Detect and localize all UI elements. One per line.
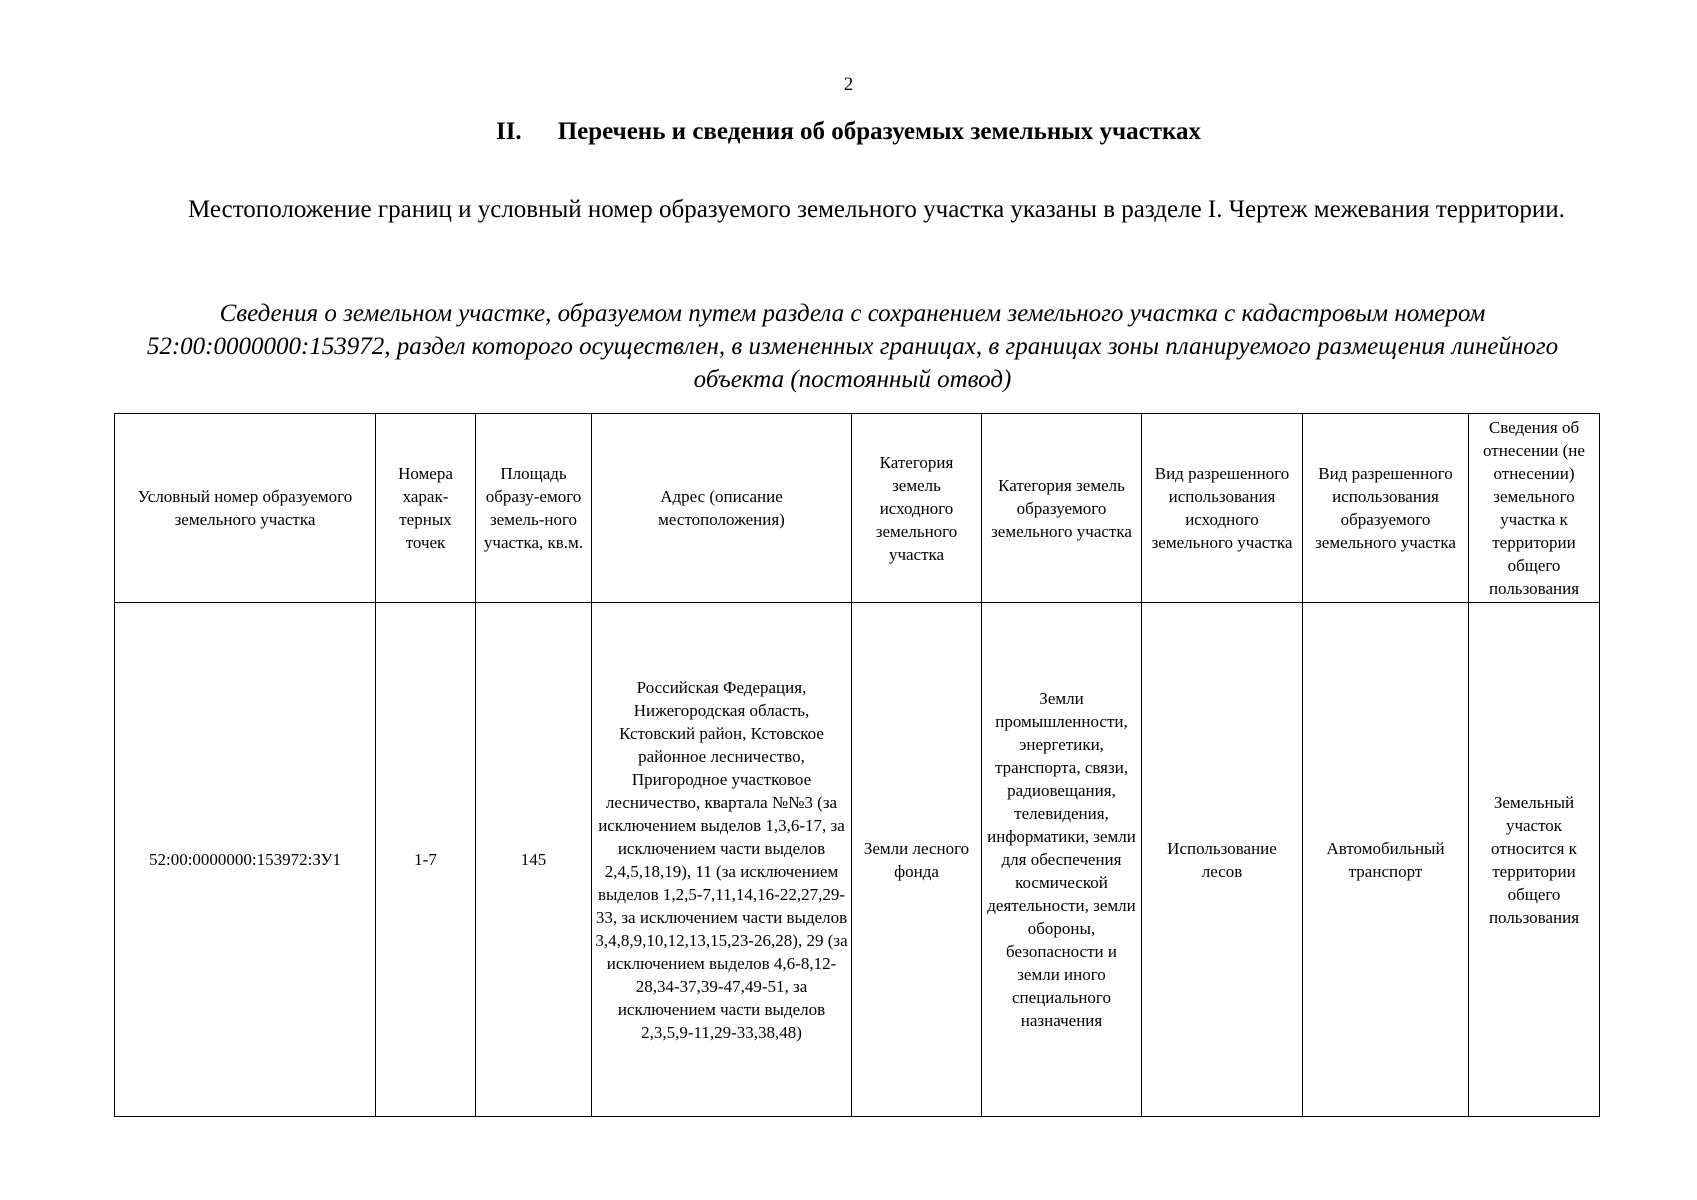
cell-address: Российская Федерация, Нижегородская область, Кстовский район, Кстовское районное лесничество, Пригородное участковое лесничество, квартала №№3 (за исключением выделов 1,3,6-17, за исключением части выделов 2,4,5,18,19), 11 (за исключением выделов 1,2,5-7,11,14,16-22,27,29-33, за исключением части выделов 3,4,8,9,10,12,13,15,23-26,28), 29 (за исключением выделов 4,6-8,12-28,34-37,39-47,49-51, за исключением части выделов 2,3,5,9-11,29-33,38,48) (592, 603, 852, 1117)
header-formed-permitted-use: Вид разрешенного использования образуемого земельного участка (1303, 414, 1469, 603)
header-address: Адрес (описание местоположения) (592, 414, 852, 603)
cell-formed-permitted-use: Автомобильный транспорт (1303, 603, 1469, 1117)
header-source-permitted-use: Вид разрешенного использования исходного земельного участка (1142, 414, 1303, 603)
header-formed-land-category: Категория земель образуемого земельного участка (982, 414, 1142, 603)
table-row (115, 603, 1600, 1117)
header-characteristic-points: Номера харак-терных точек (376, 414, 476, 603)
cell-source-land-category: Земли лесного фонда (852, 603, 982, 1117)
header-area: Площадь образу-емого земель-ного участка, кв.м. (476, 414, 592, 603)
page-number: 2 (843, 74, 854, 95)
header-public-use-status: Сведения об отнесении (не отнесении) земельного участка к территории общего пользования (1469, 414, 1600, 603)
header-conditional-number: Условный номер образуемого земельного участка (115, 414, 376, 603)
header-source-land-category: Категория земель исходного земельного участка (852, 414, 982, 603)
section-heading (0, 118, 1697, 146)
cell-characteristic-points: 1-7 (376, 603, 476, 1117)
table-header-row (115, 414, 1600, 603)
table-caption: Сведения о земельном участке, образуемом путем раздела с сохранением земельного участка с кадастровым номером 52:00:0000000:153972, раздел которого осуществлен, в измененных границах, в границах зоны планируемого размещения линейного объекта (постоянный отвод) (146, 300, 1559, 393)
land-plot-table (114, 413, 1600, 1117)
section-number: II. (495, 118, 522, 145)
cell-formed-land-category: Земли промышленности, энергетики, транспорта, связи, радиовещания, телевидения, информатики, земли для обеспечения космической деятельности, земли обороны, безопасности и земли иного специального назначения (982, 603, 1142, 1117)
section-title: Перечень и сведения об образуемых земельных участках (557, 118, 1202, 145)
intro-paragraph: Местоположение границ и условный номер образуемого земельного участка указаны в разделе I. Чертеж межевания территории. (188, 196, 1565, 223)
cell-source-permitted-use: Использование лесов (1142, 603, 1303, 1117)
cell-area: 145 (476, 603, 592, 1117)
cell-conditional-number: 52:00:0000000:153972:ЗУ1 (115, 603, 376, 1117)
cell-public-use-status: Земельный участок относится к территории общего пользования (1469, 603, 1600, 1117)
